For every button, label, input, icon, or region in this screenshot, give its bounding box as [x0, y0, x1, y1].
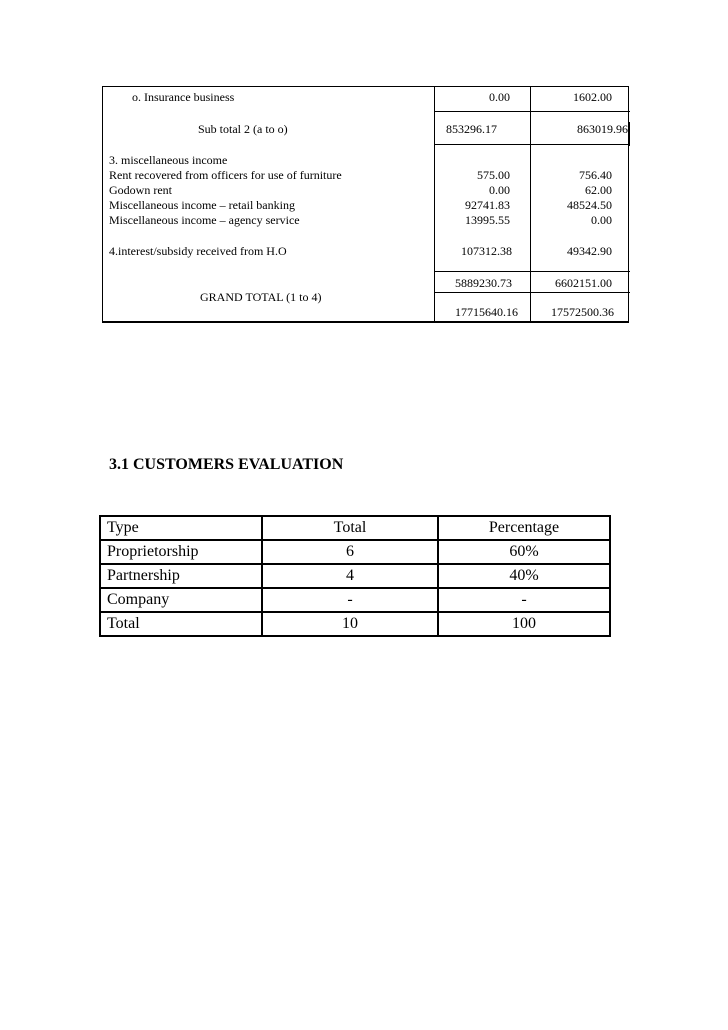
row-value-1: 0.00	[489, 90, 510, 104]
column-divider	[434, 86, 435, 322]
rule-section-total	[434, 292, 630, 293]
table-header-row	[100, 516, 610, 540]
total-cell: -	[262, 588, 438, 612]
column-header-total: Total	[262, 516, 438, 540]
grand-total-value-1: 17715640.16	[455, 305, 518, 319]
row-value-1: 0.00	[489, 183, 510, 197]
total-cell: 6	[262, 540, 438, 564]
row-label: Miscellaneous income – retail banking	[109, 198, 295, 212]
percentage-cell: 40%	[438, 564, 610, 588]
total-cell: 10	[262, 612, 438, 636]
type-cell: Total	[100, 612, 262, 636]
row-value-2: 49342.90	[567, 244, 612, 258]
column-header-type: Type	[100, 516, 262, 540]
percentage-cell: 60%	[438, 540, 610, 564]
total-cell: 4	[262, 564, 438, 588]
table-row	[100, 564, 610, 588]
section-heading: 3.1 CUSTOMERS EVALUATION	[109, 456, 344, 473]
table-row	[100, 588, 610, 612]
row-value-2: 1602.00	[573, 90, 612, 104]
row-value-1: 107312.38	[461, 244, 512, 258]
type-cell: Proprietorship	[100, 540, 262, 564]
percentage-cell: -	[438, 588, 610, 612]
table-border-top	[102, 86, 629, 87]
row-label: Godown rent	[109, 183, 172, 197]
row-label-insurance: o. Insurance business	[132, 90, 235, 104]
percentage-cell: 100	[438, 612, 610, 636]
row-value-1: 13995.55	[465, 213, 510, 227]
grand-total-value-2: 17572500.36	[551, 305, 614, 319]
row-label: Miscellaneous income – agency service	[109, 213, 300, 227]
table-row	[100, 540, 610, 564]
row-label-subtotal: Sub total 2 (a to o)	[198, 122, 288, 136]
rule-subtotal	[434, 144, 630, 145]
row-value-2: 0.00	[591, 213, 612, 227]
section-total-value-1: 5889230.73	[455, 276, 512, 290]
row-value-2: 48524.50	[567, 198, 612, 212]
row-value-1: 853296.17	[446, 122, 497, 136]
table-border-bottom	[102, 321, 629, 323]
row-value-2: 62.00	[585, 183, 612, 197]
misc-income-heading: 3. miscellaneous income	[109, 153, 228, 167]
column-divider	[530, 86, 531, 322]
type-cell: Company	[100, 588, 262, 612]
type-cell: Partnership	[100, 564, 262, 588]
row-value-2: 756.40	[579, 168, 612, 182]
rule-interest	[434, 271, 630, 272]
row-value-2: 863019.96	[577, 122, 628, 136]
table-row	[100, 612, 610, 636]
row-value-1: 92741.83	[465, 198, 510, 212]
grand-total-label: GRAND TOTAL (1 to 4)	[200, 290, 322, 304]
section-total-value-2: 6602151.00	[555, 276, 612, 290]
rule-insurance	[434, 111, 630, 112]
table-border-left	[102, 86, 103, 322]
row-value-1: 575.00	[477, 168, 510, 182]
row-label-interest: 4.interest/subsidy received from H.O	[109, 244, 287, 258]
customers-table	[99, 515, 611, 637]
row-label: Rent recovered from officers for use of furniture	[109, 168, 342, 182]
subtotal-tick	[629, 122, 630, 146]
column-header-percentage: Percentage	[438, 516, 610, 540]
